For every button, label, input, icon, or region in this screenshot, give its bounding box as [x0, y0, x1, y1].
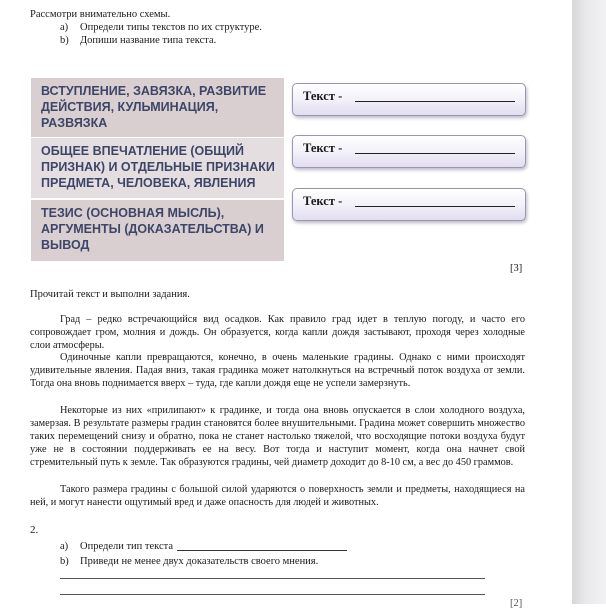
answer-line-text-type[interactable] — [177, 550, 347, 551]
answer-line[interactable] — [355, 153, 515, 154]
scheme-structure-1: ВСТУПЛЕНИЕ, ЗАВЯЗКА, РАЗВИТИЕ ДЕЙСТВИЯ, КУЛЬМИНАЦИЯ, РАЗВЯЗКА — [31, 78, 284, 137]
instruction-item-a: a) Определи типы текстов по их структуре. — [60, 22, 262, 33]
question-number: 2. — [30, 524, 39, 536]
scheme-structure-2: ОБЩЕЕ ВПЕЧАТЛЕНИЕ (ОБЩИЙ ПРИЗНАК) И ОТДЕЛЬНЫЕ ПРИЗНАКИ ПРЕДМЕТА, ЧЕЛОВЕКА, ЯВЛЕНИЯ — [31, 138, 284, 198]
text-type-label: Текст - — [303, 141, 343, 155]
text-type-answer-box-1[interactable] — [292, 83, 526, 116]
instruction-item-b: b) Допиши название типа текста. — [60, 35, 217, 46]
score-marker: [3] — [510, 263, 523, 274]
text-type-label: Текст - — [303, 194, 343, 208]
text-paragraph-3: Некоторые из них «прилипают» к градинке, и тогда она вновь опускается в слои холодного воздуха, замерзая. В результате размеры градин становятся более внушительными. Градина может совершить множество таких перемещений снизу и обратно, пока не станет настолько тяжелой, что восходящие потоки воздуха будут уже не в состоянии поддерживать ее на весу. Вот тогда и наступит момент, когда она начнет свой стремительный путь к земле. Так образуются градины, чей диаметр доходит до 8-10 см, а вес до 450 граммов. — [30, 405, 525, 468]
text-type-answer-box-3[interactable] — [292, 188, 526, 221]
answer-line[interactable] — [355, 101, 515, 102]
text-type-answer-box-2[interactable] — [292, 135, 526, 168]
text-paragraph-2: Одиночные капли превращаются, конечно, в очень маленькие градины. Однако с ними происходят удивительные явления. Падая вниз, такая градинка может натолкнуться на встречный поток воздуха от земли. Тогда она вновь поднимается вверх – туда, где капли дождя еще не успели замерзнуть. — [30, 352, 525, 389]
instructions-title: Рассмотри внимательно схемы. — [30, 9, 171, 20]
reading-task-heading: Прочитай текст и выполни задания. — [30, 289, 190, 300]
text-paragraph-4: Такого размера градины с большой силой ударяются о поверхность земли и предметы, находящиеся на ней, и могут нанести ощутимый вред и даже опасность для людей и животных. — [30, 484, 525, 508]
question-item-b: b) Приведи не менее двух доказательств своего мнения. — [60, 556, 319, 567]
score-marker: [2] — [510, 598, 523, 609]
answer-line[interactable] — [60, 594, 485, 595]
page-edge-shadow — [572, 0, 606, 604]
question-item-a: a) Определи тип текста — [60, 541, 174, 552]
text-paragraph-1: Град – редко встречающийся вид осадков. Как правило град идет в теплую погоду, и часто его сопровождает гром, молния и дождь. Он образуется, когда капли дождя застывают, проходя через холодные слои атмосферы. — [30, 314, 525, 351]
text-type-label: Текст - — [303, 89, 343, 103]
answer-line[interactable] — [355, 206, 515, 207]
scheme-structure-3: ТЕЗИС (ОСНОВНАЯ МЫСЛЬ), АРГУМЕНТЫ (ДОКАЗАТЕЛЬСТВА) И ВЫВОД — [31, 200, 284, 261]
answer-line[interactable] — [60, 578, 485, 579]
